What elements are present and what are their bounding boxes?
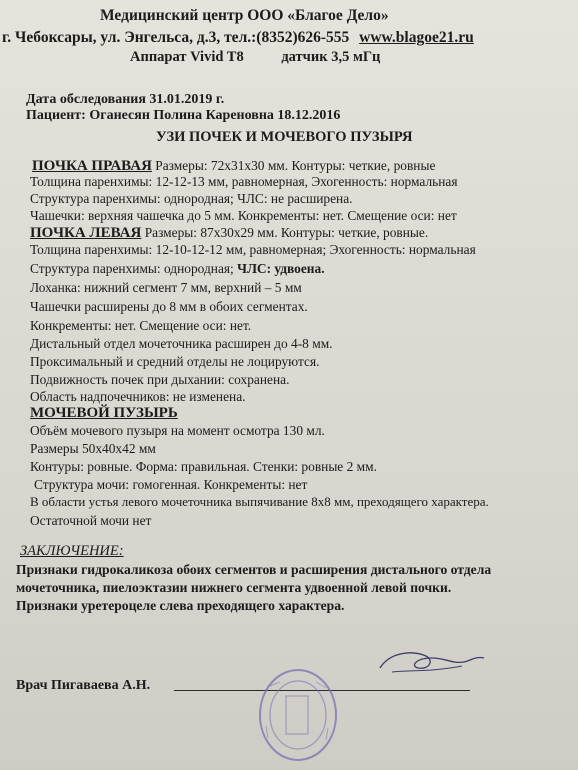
bladder-line-3: Контуры: ровные. Форма: правильная. Стенки: ровные 2 мм. xyxy=(30,459,377,474)
report-title: УЗИ ПОЧЕК И МОЧЕВОГО ПУЗЫРЯ xyxy=(156,129,413,145)
bladder-line-2: Размеры 50х40х42 мм xyxy=(30,441,156,456)
address-text: г. Чебоксары, ул. Энгельса, д.3, тел.:(8352)626-555 xyxy=(2,29,350,46)
right-kidney-line-3: Структура паренхимы: однородная; ЧЛС: не расширена. xyxy=(30,191,353,206)
left-kidney-line-6: Конкременты: нет. Смещение оси: нет. xyxy=(30,318,252,333)
left-kidney-line-1 xyxy=(30,225,428,241)
left-kidney-line-4: Лоханка: нижний сегмент 7 мм, верхний – 5 мм xyxy=(30,280,302,295)
left-kidney-line-2: Толщина паренхимы: 12-10-12-12 мм, равномерная; Эхогенность: нормальная xyxy=(30,242,476,257)
device-name: Аппарат Vivid T8 xyxy=(130,49,244,65)
sensor-info: датчик 3,5 мГц xyxy=(281,49,381,65)
left-kidney-line-7: Дистальный отдел мочеточника расширен до 4-8 мм. xyxy=(30,336,333,351)
left-kidney-line-3 xyxy=(30,261,325,276)
right-kidney-size: Размеры: 72х31х30 мм. Контуры: четкие, ровные xyxy=(151,158,436,173)
left-kidney-line-10: Область надпочечников: не изменена. xyxy=(30,389,246,404)
conclusion-line-3: Признаки уретероцеле слева преходящего характера. xyxy=(16,598,345,613)
right-kidney-line-1 xyxy=(32,158,435,174)
website-link: www.blagoe21.ru xyxy=(359,29,474,46)
left-kidney-chls: ЧЛС: удвоена. xyxy=(237,261,325,276)
conclusion-heading: ЗАКЛЮЧЕНИЕ: xyxy=(20,543,124,559)
conclusion-line-1: Признаки гидрокаликоза обоих сегментов и расширения дистального отдела xyxy=(16,562,492,577)
doctor-name: Врач Пигаваева А.Н. xyxy=(16,678,151,693)
right-kidney-line-4: Чашечки: верхняя чашечка до 5 мм. Конкременты: нет. Смещение оси: нет xyxy=(30,208,457,223)
exam-date: Дата обследования 31.01.2019 г. xyxy=(26,92,225,107)
right-kidney-heading: ПОЧКА ПРАВАЯ xyxy=(32,158,152,174)
patient-info: Пациент: Оганесян Полина Кареновна 18.12.2016 xyxy=(26,108,341,123)
left-kidney-size: Размеры: 87х30х29 мм. Контуры: четкие, ровные. xyxy=(141,225,429,240)
right-kidney-line-2: Толщина паренхимы: 12-12-13 мм, равномерная, Эхогенность: нормальная xyxy=(30,174,458,189)
left-kidney-line-5: Чашечки расширены до 8 мм в обоих сегментах. xyxy=(30,299,308,314)
left-kidney-structure: Структура паренхимы: однородная; xyxy=(30,261,238,276)
bladder-heading: МОЧЕВОЙ ПУЗЫРЬ xyxy=(30,405,178,421)
bladder-line-1: Объём мочевого пузыря на момент осмотра 130 мл. xyxy=(30,423,325,438)
bladder-line-6: Остаточной мочи нет xyxy=(30,513,152,528)
conclusion-line-2: мочеточника, пиелоэктазии нижнего сегмента удвоенной левой почки. xyxy=(16,580,452,595)
left-kidney-line-9: Подвижность почек при дыхании: сохранена. xyxy=(30,372,290,387)
left-kidney-heading: ПОЧКА ЛЕВАЯ xyxy=(30,225,142,241)
round-stamp-icon xyxy=(256,666,340,764)
device-info xyxy=(130,50,380,65)
org-name: Медицинский центр ООО «Благое Дело» xyxy=(100,7,389,24)
left-kidney-line-8: Проксимальный и средний отделы не лоцируются. xyxy=(30,354,320,369)
signature-icon xyxy=(372,642,492,686)
address xyxy=(2,30,474,45)
bladder-line-4: Структура мочи: гомогенная. Конкременты: нет xyxy=(34,477,308,492)
bladder-line-5: В области устья левого мочеточника выпячивание 8х8 мм, преходящего характера. xyxy=(30,494,489,509)
